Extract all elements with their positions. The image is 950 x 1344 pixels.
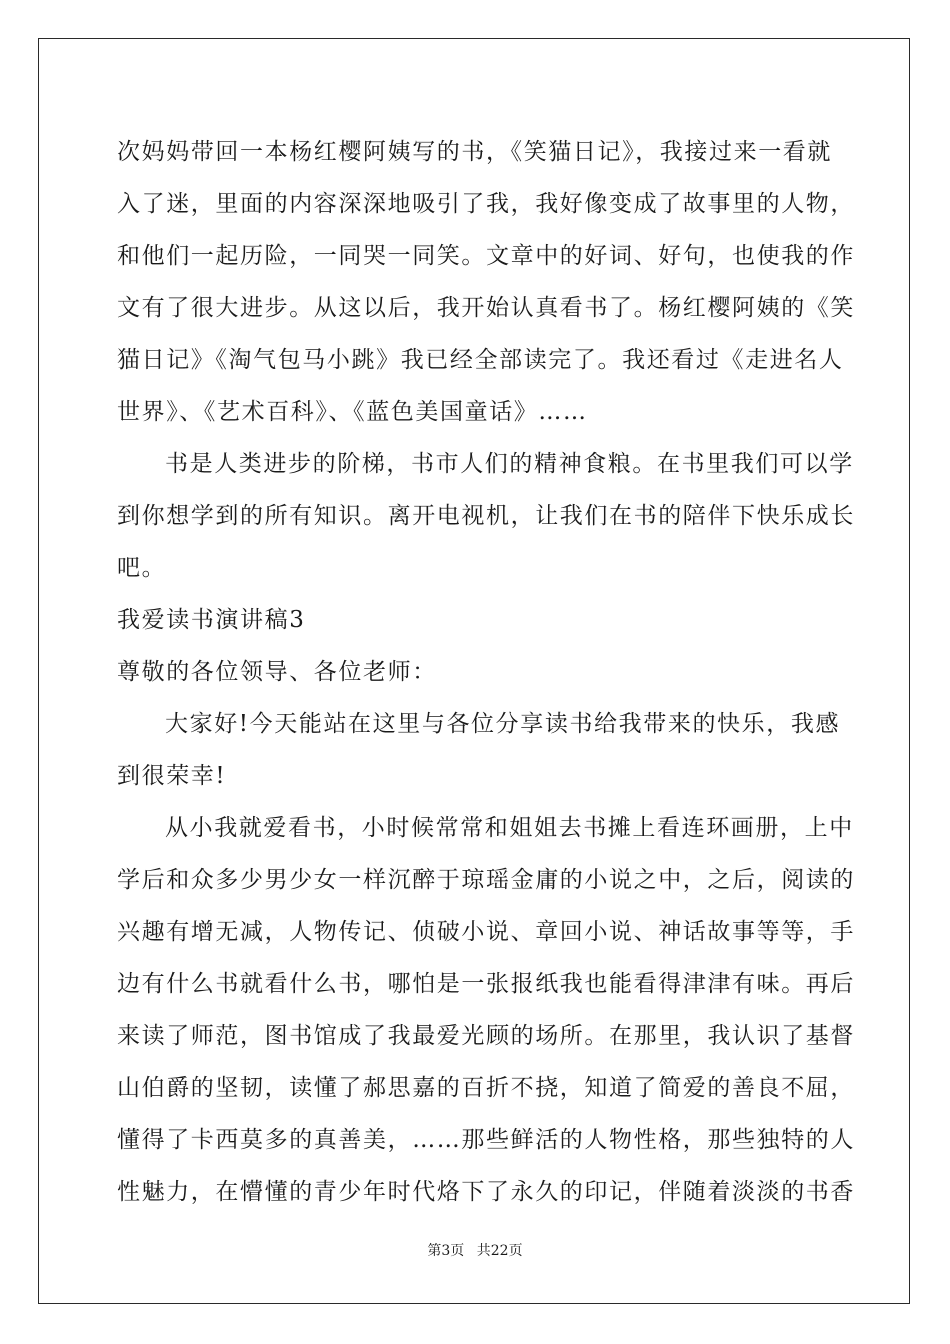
text-line: 边有什么书就看什么书，哪怕是一张报纸我也能看得津津有味。再后 xyxy=(117,971,855,997)
paragraph-start-line: 书是人类进步的阶梯，书市人们的精神食粮。在书里我们可以学 xyxy=(165,451,854,477)
text-line: 到你想学到的所有知识。离开电视机，让我们在书的陪伴下快乐成长 xyxy=(117,503,855,529)
text-line: 来读了师范，图书馆成了我最爱光顾的场所。在那里，我认识了基督 xyxy=(117,1023,855,1049)
text-line: 世界》、《艺术百科》、《蓝色美国童话》…… xyxy=(117,399,588,425)
page-footer xyxy=(0,1240,950,1260)
text-line: 文有了很大进步。从这以后，我开始认真看书了。杨红樱阿姨的《笑 xyxy=(117,295,855,321)
text-line: 次妈妈带回一本杨红樱阿姨写的书，《笑猫日记》，我接过来一看就 xyxy=(117,139,832,165)
document-body xyxy=(117,126,855,1218)
section-heading: 我爱读书演讲稿3 xyxy=(117,607,306,633)
salutation-line: 尊敬的各位领导、各位老师： xyxy=(117,659,437,685)
page-number: 第3页 xyxy=(427,1243,465,1259)
text-line: 吧。 xyxy=(117,555,167,581)
text-line: 兴趣有增无减，人物传记、侦破小说、章回小说、神话故事等等，手 xyxy=(117,919,855,945)
paragraph-start-line: 从小我就爱看书，小时候常常和姐姐去书摊上看连环画册，上中 xyxy=(165,815,854,841)
text-line: 猫日记》《淘气包马小跳》我已经全部读完了。我还看过《走进名人 xyxy=(117,347,844,373)
text-line: 入了迷，里面的内容深深地吸引了我，我好像变成了故事里的人物， xyxy=(117,191,855,217)
page-total: 共22页 xyxy=(476,1243,523,1259)
text-line: 懂得了卡西莫多的真善美，……那些鲜活的人物性格，那些独特的人 xyxy=(117,1127,855,1153)
text-line: 学后和众多少男少女一样沉醉于琼瑶金庸的小说之中，之后，阅读的 xyxy=(117,867,855,893)
text-line: 到很荣幸! xyxy=(117,763,227,789)
text-line: 性魅力，在懵懂的青少年时代烙下了永久的印记，伴随着淡淡的书香 xyxy=(117,1179,855,1205)
text-line: 和他们一起历险，一同哭一同笑。文章中的好词、好句，也使我的作 xyxy=(117,243,855,269)
text-line: 山伯爵的坚韧，读懂了郝思嘉的百折不挠，知道了简爱的善良不屈， xyxy=(117,1075,855,1101)
paragraph-start-line: 大家好!今天能站在这里与各位分享读书给我带来的快乐，我感 xyxy=(165,711,841,737)
